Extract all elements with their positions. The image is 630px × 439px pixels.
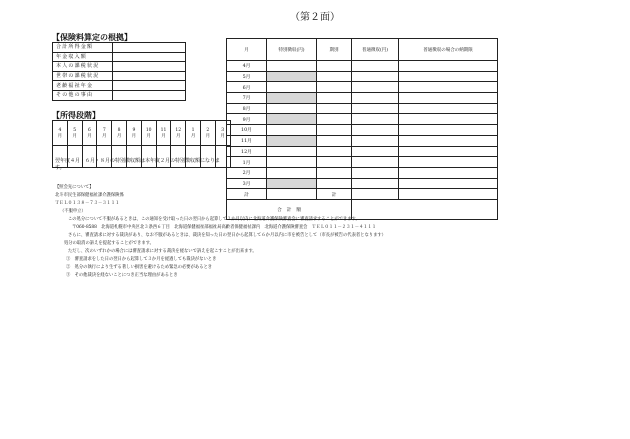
monthly-row [227, 125, 498, 136]
tier-month-cell [156, 121, 171, 146]
basis-row [53, 62, 186, 72]
monthly-cell [352, 135, 399, 146]
month-label: 6月 [227, 82, 267, 93]
tier-month-number: 5 [73, 127, 77, 133]
monthly-cell [267, 125, 317, 136]
monthly-row [227, 103, 498, 114]
monthly-row [227, 157, 498, 168]
monthly-cell [267, 71, 317, 82]
monthly-cell [352, 61, 399, 72]
appeal-line: さらに、審査請求に対する裁決があり、なお不服があるときは、裁決を知った日の翌日から起算して６か月以内に市を被告として（市長が被告の代表者となります） [68, 233, 386, 238]
tier-month-cell [126, 121, 141, 146]
monthly-cell [267, 61, 317, 72]
basis-label: 年金収入額 [53, 52, 113, 62]
appeal-line: 〒060-8588 北海道札幌市中央区北３条西６丁目 北海道保健福祉部福祉局高齢者保健福祉課内 北海道介護保険審査会 ＴＥＬ０１１－２３１－４１１１ [72, 225, 377, 230]
basis-row [53, 71, 186, 81]
subtotal-row [227, 189, 498, 200]
monthly-cell [267, 82, 317, 93]
monthly-row [227, 167, 498, 178]
tier-month-cell [82, 121, 97, 146]
month-label: 1月 [227, 157, 267, 168]
monthly-cell [267, 157, 317, 168]
month-label: 8月 [227, 103, 267, 114]
basis-row [53, 90, 186, 100]
monthly-row [227, 82, 498, 93]
monthly-cell [399, 125, 498, 136]
monthly-header: 月 [227, 39, 267, 61]
page-number: （第２面） [290, 12, 340, 23]
monthly-cell [317, 157, 352, 168]
monthly-cell [352, 103, 399, 114]
month-label: 10月 [227, 125, 267, 136]
monthly-cell [399, 114, 498, 125]
monthly-cell [399, 61, 498, 72]
tier-month-unit: 月 [72, 133, 77, 139]
basis-label: その他の事由 [53, 90, 113, 100]
tier-month-number: 7 [102, 127, 106, 133]
monthly-cell [267, 146, 317, 157]
contact-heading: 【照会先について】 [55, 185, 94, 190]
basis-value [113, 52, 186, 62]
subtotal-label: 計 [227, 189, 267, 200]
monthly-header: 特別徴収(円) [267, 39, 317, 61]
basis-row [53, 81, 186, 91]
monthly-cell [399, 103, 498, 114]
monthly-row [227, 71, 498, 82]
monthly-cell [317, 146, 352, 157]
basis-value [113, 90, 186, 100]
appeal-item: ③ その他裁決を経ないことにつき正当な理由があるとき [66, 273, 178, 278]
month-label: 9月 [227, 114, 267, 125]
monthly-cell [317, 93, 352, 104]
tier-month-cell [112, 121, 127, 146]
tier-month-unit: 月 [190, 133, 196, 139]
month-label: 4月 [227, 61, 267, 72]
monthly-cell [317, 178, 352, 189]
tier-month-unit: 月 [146, 133, 151, 139]
monthly-row [227, 61, 498, 72]
tier-month-unit: 月 [131, 133, 137, 139]
tier-month-cell [186, 121, 201, 146]
tier-month-unit: 月 [161, 133, 166, 139]
monthly-cell [267, 103, 317, 114]
basis-label: 合計所得金額 [53, 43, 113, 53]
appeal-item: ② 処分の執行により生ずる著しい損害を避けるため緊急の必要があるとき [66, 265, 213, 270]
contact-phone: ＴＥＬ０１３８－７３－３１１１ [55, 201, 120, 206]
monthly-cell [317, 71, 352, 82]
monthly-row [227, 93, 498, 104]
tier-month-unit: 月 [176, 133, 181, 139]
tier-month-unit: 月 [220, 133, 225, 139]
tier-month-cell [171, 121, 186, 146]
monthly-cell [352, 178, 399, 189]
basis-row [53, 52, 186, 62]
tier-month-unit: 月 [102, 133, 107, 139]
tier-month-number: 3 [221, 127, 225, 133]
month-label: 2月 [227, 167, 267, 178]
basis-value [113, 62, 186, 72]
tier-month-number: 1 [191, 127, 195, 133]
monthly-cell [317, 135, 352, 146]
basis-label: 老齢福祉年金 [53, 81, 113, 91]
month-label: 11月 [227, 135, 267, 146]
monthly-cell [317, 114, 352, 125]
withholding-note: 翌年度４月・６月・８月の特別徴収額は本年度２月の特別徴収額になります。 [55, 158, 221, 171]
tier-month-unit: 月 [205, 133, 211, 139]
subtotal-label: 計 [317, 189, 352, 200]
monthly-cell [399, 71, 498, 82]
contact-office: 北斗市民生部保健福祉課介護保険係 [55, 193, 124, 198]
monthly-row [227, 146, 498, 157]
subtotal-cell [267, 189, 317, 200]
monthly-cell [267, 135, 317, 146]
tier-month-number: 12 [175, 127, 182, 133]
income-tier-title: 【所得段階】 [52, 110, 100, 120]
monthly-cell [352, 125, 399, 136]
monthly-cell [399, 82, 498, 93]
monthly-cell [317, 167, 352, 178]
subtotal-cell [352, 189, 399, 200]
basis-row [53, 43, 186, 53]
monthly-row [227, 178, 498, 189]
tier-month-number: 8 [117, 127, 121, 133]
tier-month-number: 11 [160, 127, 167, 133]
basis-label: 世帯の課税状況 [53, 71, 113, 81]
appeal-line: 処分の取消の訴えを提起することができます。 [64, 241, 154, 246]
monthly-cell [317, 61, 352, 72]
monthly-cell [399, 178, 498, 189]
monthly-cell [267, 93, 317, 104]
appeal-item: ① 審査請求をした日の翌日から起算して３か月を経過しても裁決がないとき [66, 257, 217, 262]
monthly-header: 期別 [317, 39, 352, 61]
tier-month-cell [67, 121, 82, 146]
monthly-amounts-table [226, 38, 498, 220]
basis-table [52, 42, 186, 101]
subtotal-cell [399, 189, 498, 200]
appeal-line: ただし、次のいずれかの場合には審査請求に対する裁決を経ないで訴えを起こすことが出来ます。 [68, 249, 257, 254]
tier-month-number: 4 [58, 127, 62, 133]
tier-month-unit: 月 [87, 133, 92, 139]
monthly-cell [352, 114, 399, 125]
grand-total-value [352, 200, 498, 220]
tier-month-unit: 月 [57, 133, 63, 139]
basis-title: 【保険料算定の根拠】 [52, 32, 132, 42]
month-label: 12月 [227, 146, 267, 157]
tier-month-cell [141, 121, 156, 146]
monthly-cell [399, 146, 498, 157]
monthly-cell [399, 157, 498, 168]
monthly-cell [267, 178, 317, 189]
monthly-row [227, 135, 498, 146]
tier-month-number: 10 [145, 127, 152, 133]
tier-month-cell [97, 121, 112, 146]
monthly-cell [399, 135, 498, 146]
monthly-cell [352, 157, 399, 168]
tier-month-number: 9 [132, 127, 136, 133]
monthly-cell [352, 146, 399, 157]
month-label: 5月 [227, 71, 267, 82]
month-label: 3月 [227, 178, 267, 189]
monthly-cell [399, 93, 498, 104]
basis-value [113, 81, 186, 91]
tier-month-number: 6 [88, 127, 91, 133]
tier-month-cell [200, 121, 215, 146]
appeal-line: この処分について不服があるときは、この通知を受け取った日の翌日から起算して３か月以内に北海道介護保険審査会に審査請求することができます。 [68, 217, 360, 222]
monthly-cell [352, 167, 399, 178]
monthly-cell [352, 71, 399, 82]
appeal-heading: （不服申立） [60, 209, 86, 214]
monthly-row [227, 114, 498, 125]
month-label: 7月 [227, 93, 267, 104]
basis-value [113, 43, 186, 53]
monthly-header: 普通徴収(円) [352, 39, 399, 61]
monthly-cell [399, 167, 498, 178]
monthly-cell [267, 114, 317, 125]
monthly-cell [352, 93, 399, 104]
monthly-header: 普通徴収の場合の納期限 [399, 39, 498, 61]
basis-label: 本人の課税状況 [53, 62, 113, 72]
monthly-cell [352, 82, 399, 93]
basis-value [113, 71, 186, 81]
tier-month-unit: 月 [116, 133, 122, 139]
tier-month-number: 2 [206, 127, 210, 133]
monthly-cell [317, 82, 352, 93]
monthly-cell [317, 125, 352, 136]
monthly-cell [267, 167, 317, 178]
tier-month-cell [53, 121, 68, 146]
grand-total-label: 合 計 額 [227, 200, 352, 220]
monthly-cell [317, 103, 352, 114]
